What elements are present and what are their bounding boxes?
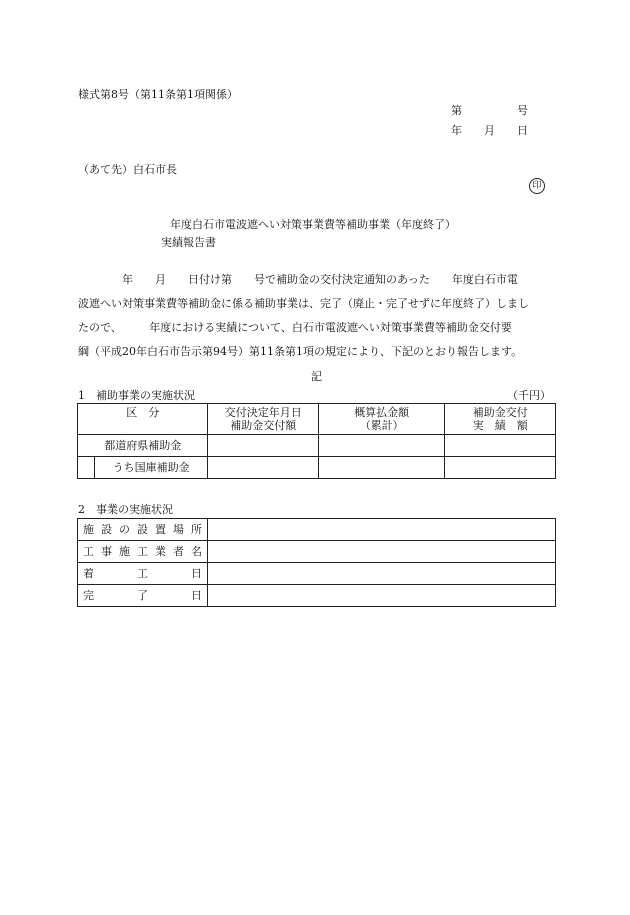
seal-mark: 印 — [529, 178, 545, 194]
title-line2: 実績報告書 — [161, 236, 216, 249]
body-line: 波遮へい対策事業費等補助金に係る補助事業は、完了（廃止・完了せずに年度終了）しまし — [78, 297, 529, 310]
value-start-date[interactable] — [208, 563, 556, 585]
body-line: たので、 年度における実績について、白石市電波遮へい対策事業費等補助金交付要 — [78, 321, 512, 334]
implementation-table — [77, 403, 556, 479]
value-contractor[interactable] — [208, 541, 556, 563]
section2-heading: 2 事業の実施状況 — [78, 503, 173, 516]
body-line: 年 月 日付け第 号で補助金の交付決定通知のあった 年度白石市電 — [78, 273, 518, 286]
cell-empty[interactable] — [208, 457, 319, 479]
cell-empty[interactable] — [318, 435, 444, 457]
cell-empty[interactable] — [318, 457, 444, 479]
body-line: 綱（平成20年白石市告示第94号）第11条第1項の規定により、下記のとおり報告します。 — [78, 345, 523, 358]
value-completion-date[interactable] — [208, 585, 556, 607]
section1-unit: （千円） — [507, 389, 551, 402]
col-decision-date: 交付決定年月日 補助金交付額 — [208, 404, 319, 435]
label-install-location: 施 設 の 設 置 場 所 — [78, 519, 208, 541]
section1-heading: 1 補助事業の実施状況 — [78, 389, 195, 402]
col-kubun: 区 分 — [78, 404, 208, 435]
date-label: 年 月 日 — [451, 124, 528, 137]
status-table — [77, 518, 556, 607]
doc-number-label: 第 号 — [451, 104, 528, 117]
body-paragraph — [78, 268, 558, 364]
form-number: 様式第8号（第11条第1項関係） — [78, 88, 238, 101]
cell-empty[interactable] — [445, 435, 556, 457]
title-line1: 年度白石市電波遮へい対策事業費等補助事業（年度終了） — [170, 218, 456, 231]
value-install-location[interactable] — [208, 519, 556, 541]
col-actual-amount: 補助金交付 実 績 額 — [445, 404, 556, 435]
cell-empty[interactable] — [208, 435, 319, 457]
label-completion-date: 完 了 日 — [78, 585, 208, 607]
col-advance-payment: 概算払金額 （累計） — [318, 404, 444, 435]
label-contractor: 工 事 施 工 業 者 名 — [78, 541, 208, 563]
indent-cell — [78, 457, 95, 479]
addressee: （あて先）白石市長 — [78, 163, 177, 176]
cell-empty[interactable] — [445, 457, 556, 479]
label-start-date: 着 工 日 — [78, 563, 208, 585]
row-national-subsidy: うち国庫補助金 — [94, 457, 208, 479]
ki-label: 記 — [311, 370, 322, 383]
row-prefecture-subsidy: 都道府県補助金 — [78, 435, 208, 457]
